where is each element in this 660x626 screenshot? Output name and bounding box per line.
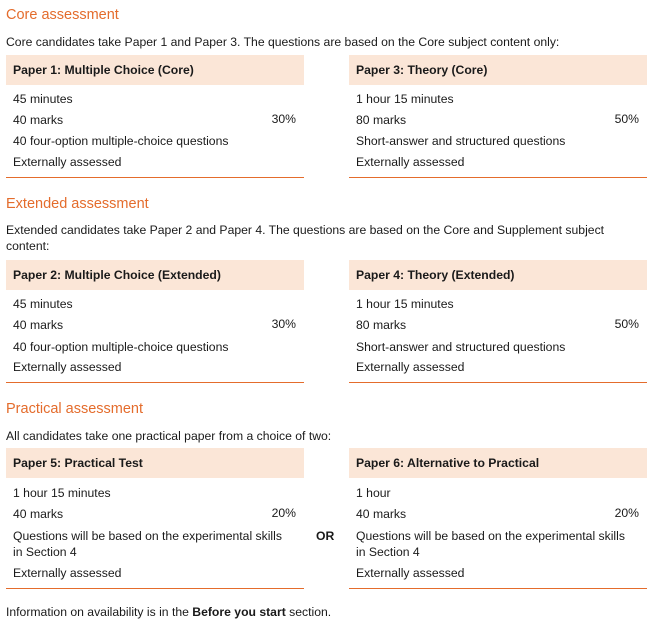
paper-5-description-line-2: in Section 4 — [13, 545, 77, 559]
paper-1-weight: 30% — [271, 112, 296, 126]
paper-4-assessed: Externally assessed — [356, 360, 465, 374]
paper-1-marks: 40 marks — [13, 113, 64, 127]
paper-3-description: Short-answer and structured questions — [356, 134, 566, 148]
paper-1-duration: 45 minutes — [13, 92, 73, 106]
before-you-start-reference: Before you start — [192, 605, 286, 619]
paper-5-marks: 40 marks — [13, 507, 64, 521]
paper-4-weight: 50% — [614, 317, 639, 331]
paper-6-weight: 20% — [614, 506, 639, 520]
paper-2-description: 40 four-option multiple-choice questions — [13, 340, 229, 354]
practical-intro: All candidates take one practical paper from a choice of two: — [6, 429, 332, 443]
paper-1-title: Paper 1: Multiple Choice (Core) — [6, 55, 304, 85]
divider — [6, 382, 304, 383]
paper-6-box — [349, 448, 647, 590]
availability-note — [6, 605, 331, 619]
paper-5-description-line-1: Questions will be based on the experimental skills — [13, 529, 282, 543]
paper-5-weight: 20% — [271, 506, 296, 520]
paper-3-title: Paper 3: Theory (Core) — [349, 55, 647, 85]
paper-2-duration: 45 minutes — [13, 297, 73, 311]
paper-5-title: Paper 5: Practical Test — [6, 448, 304, 478]
divider — [349, 588, 647, 589]
paper-6-duration: 1 hour — [356, 486, 391, 500]
paper-2-assessed: Externally assessed — [13, 360, 122, 374]
paper-6-marks: 40 marks — [356, 507, 407, 521]
paper-2-title: Paper 2: Multiple Choice (Extended) — [6, 260, 304, 290]
paper-3-box — [349, 55, 647, 179]
paper-4-box — [349, 260, 647, 384]
paper-5-box — [6, 448, 304, 590]
divider — [6, 177, 304, 178]
divider — [349, 177, 647, 178]
paper-3-assessed: Externally assessed — [356, 155, 465, 169]
availability-note-prefix: Information on availability is in the — [6, 605, 193, 619]
paper-6-description-line-2: in Section 4 — [356, 545, 420, 559]
paper-5-duration: 1 hour 15 minutes — [13, 486, 111, 500]
paper-5-assessed: Externally assessed — [13, 566, 122, 580]
divider — [349, 382, 647, 383]
availability-note-suffix: section. — [285, 605, 332, 619]
paper-4-marks: 80 marks — [356, 318, 407, 332]
paper-1-box — [6, 55, 304, 179]
practical-assessment-heading: Practical assessment — [6, 401, 143, 417]
paper-2-box — [6, 260, 304, 384]
extended-assessment-heading: Extended assessment — [6, 196, 149, 212]
or-label: OR — [316, 529, 335, 543]
paper-4-duration: 1 hour 15 minutes — [356, 297, 454, 311]
core-intro: Core candidates take Paper 1 and Paper 3. The questions are based on the Core subject content only: — [6, 35, 560, 49]
paper-6-description-line-1: Questions will be based on the experimental skills — [356, 529, 625, 543]
paper-2-marks: 40 marks — [13, 318, 64, 332]
paper-6-title: Paper 6: Alternative to Practical — [349, 448, 647, 478]
paper-3-marks: 80 marks — [356, 113, 407, 127]
paper-3-weight: 50% — [614, 112, 639, 126]
paper-4-description: Short-answer and structured questions — [356, 340, 566, 354]
extended-intro: Extended candidates take Paper 2 and Paper 4. The questions are based on the Core and Supplement subject content: — [6, 223, 605, 253]
paper-2-weight: 30% — [271, 317, 296, 331]
paper-6-assessed: Externally assessed — [356, 566, 465, 580]
paper-1-assessed: Externally assessed — [13, 155, 122, 169]
paper-3-duration: 1 hour 15 minutes — [356, 92, 454, 106]
paper-4-title: Paper 4: Theory (Extended) — [349, 260, 647, 290]
divider — [6, 588, 304, 589]
paper-1-description: 40 four-option multiple-choice questions — [13, 134, 229, 148]
core-assessment-heading: Core assessment — [6, 7, 119, 23]
